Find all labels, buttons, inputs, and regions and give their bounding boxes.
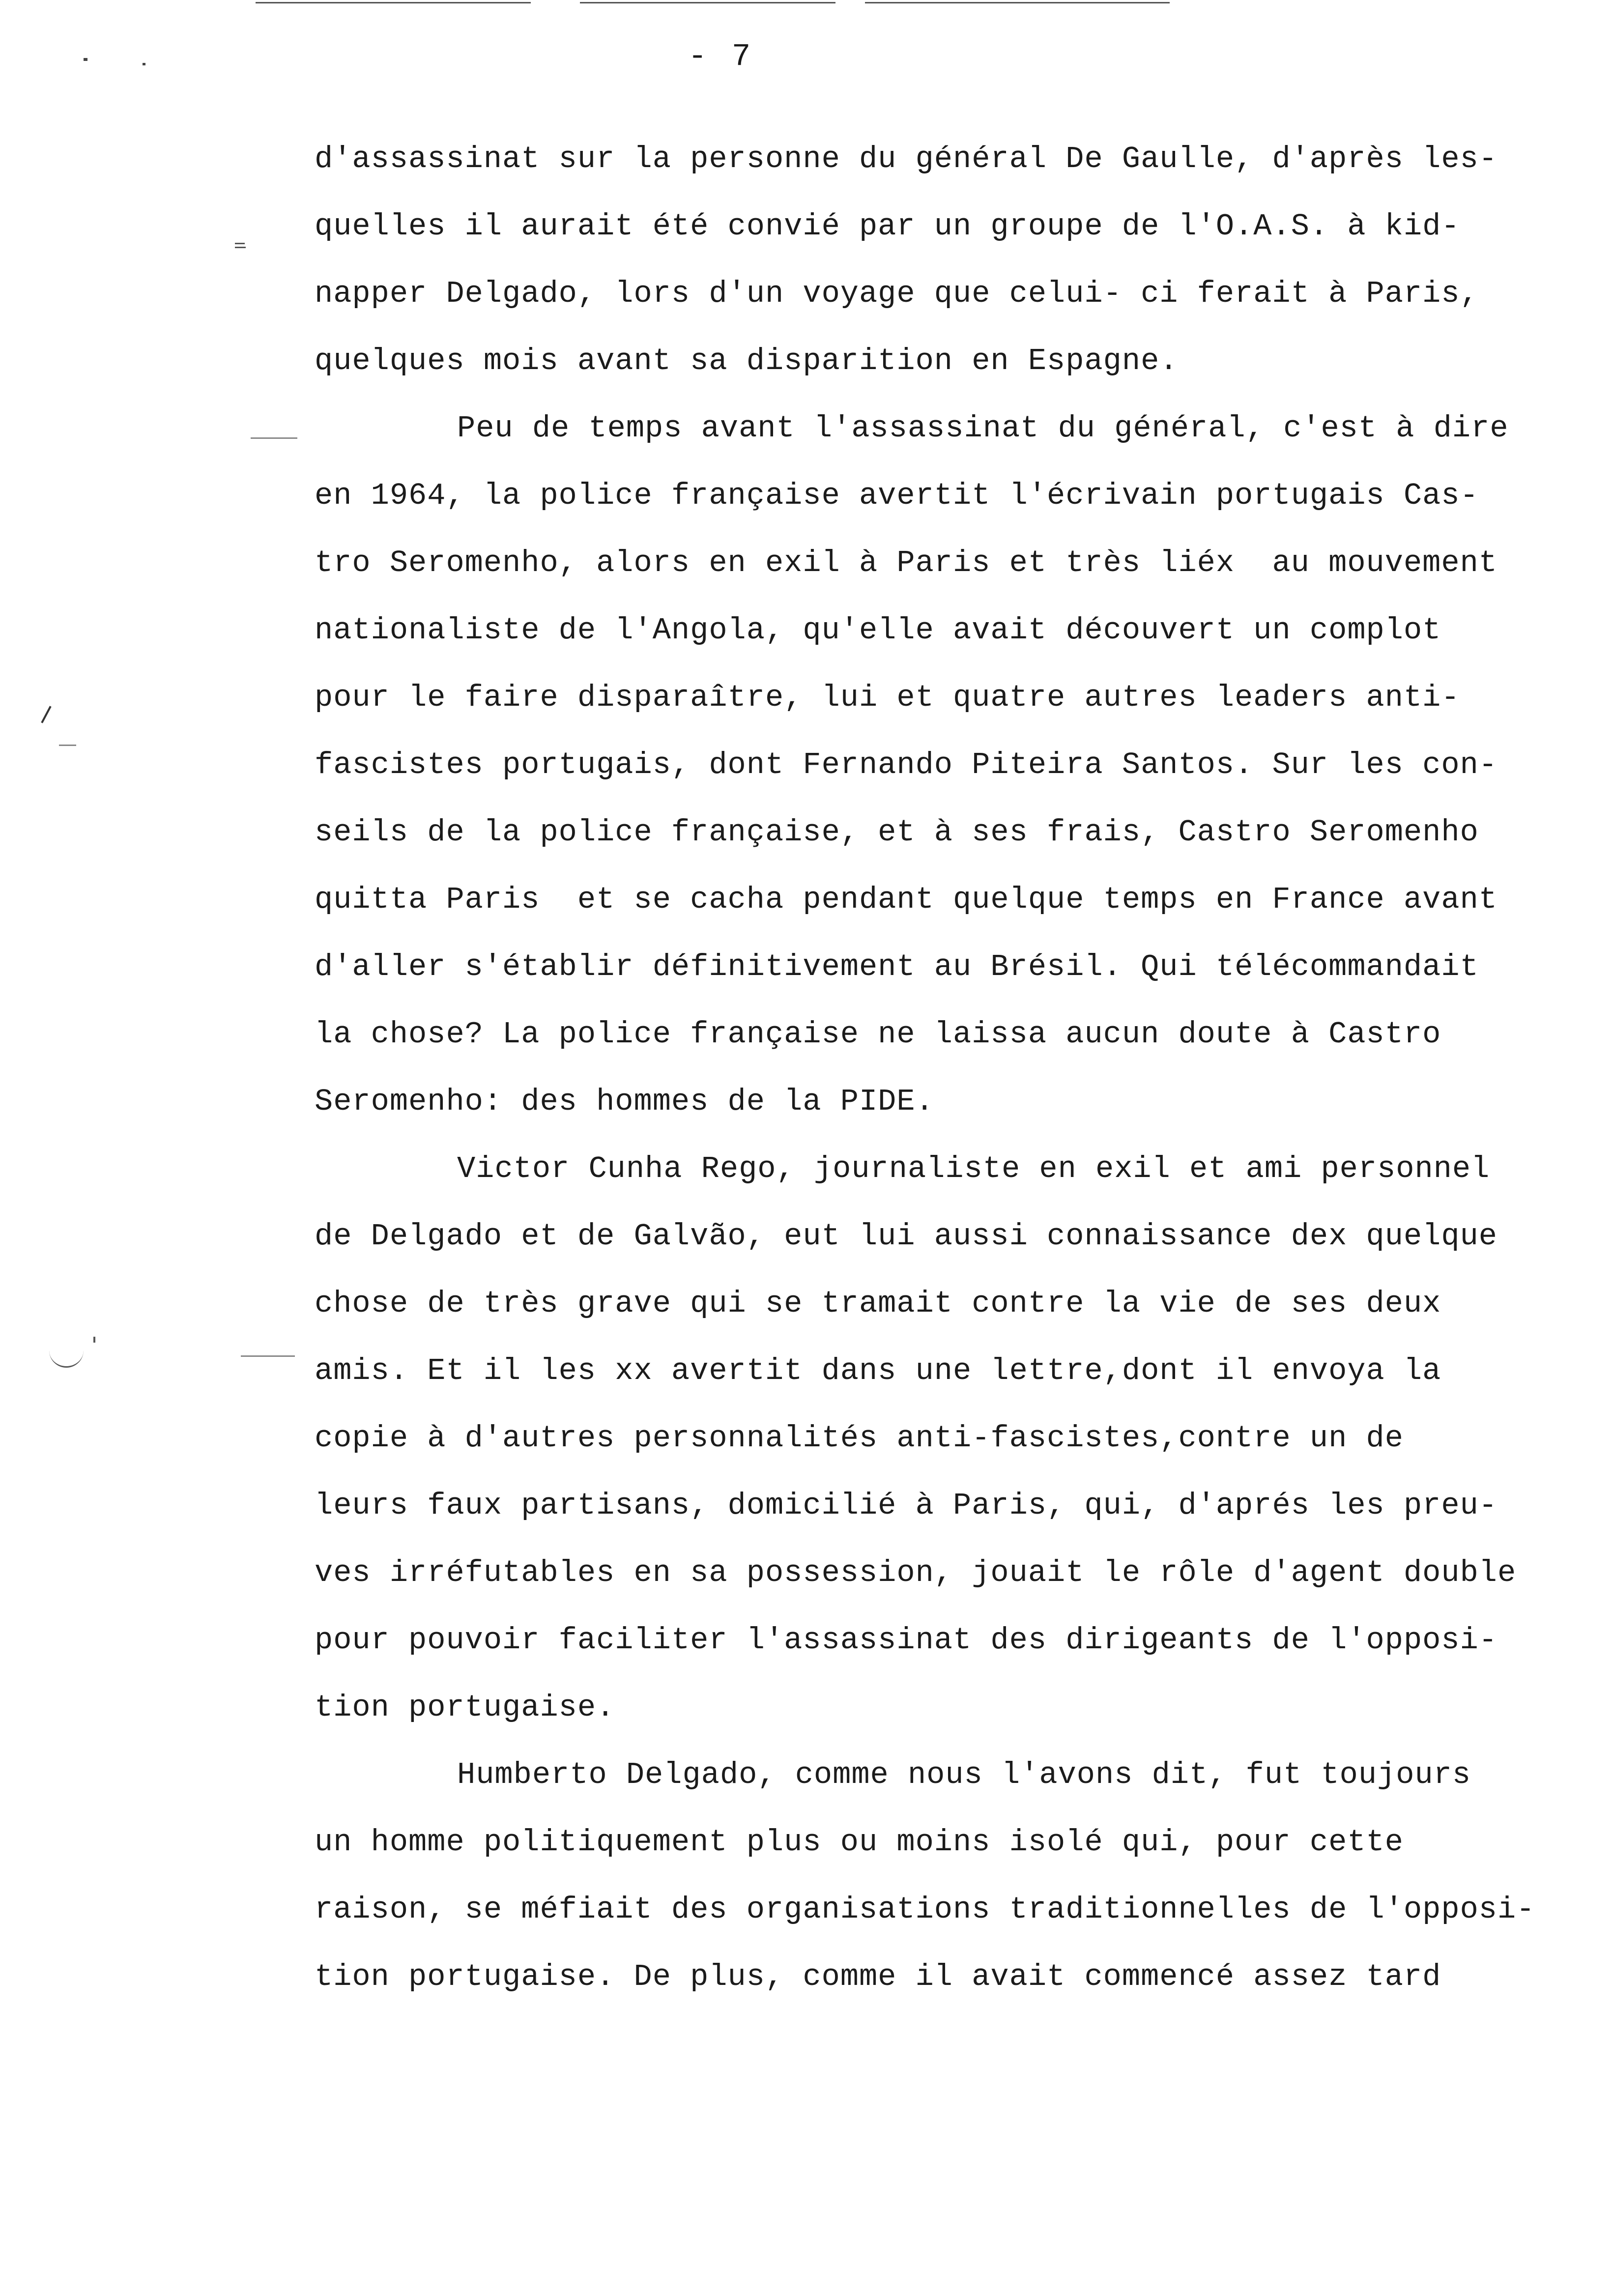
paragraph [315, 1741, 1612, 2010]
text-line: nationaliste de l'Angola, qu'elle avait découvert un complot [315, 613, 1441, 648]
margin-mark [235, 243, 245, 244]
text-line: chose de très grave qui se tramait contre la vie de ses deux [315, 1286, 1441, 1321]
margin-mark [235, 247, 246, 248]
text-line: Humberto Delgado, comme nous l'avons dit, fut toujours [457, 1757, 1471, 1792]
text-line: quitta Paris et se cacha pendant quelque temps en France avant [315, 882, 1497, 917]
text-line: quelques mois avant sa disparition en Espagne. [315, 344, 1179, 378]
top-edge-rule [865, 2, 1170, 3]
text-line: seils de la police française, et à ses frais, Castro Seromenho [315, 815, 1479, 850]
text-line: fascistes portugais, dont Fernando Piteira Santos. Sur les con- [315, 747, 1497, 782]
body-text [315, 125, 1612, 2010]
text-line: tion portugaise. [315, 1690, 615, 1725]
margin-mark [93, 1337, 95, 1343]
text-line: copie à d'autres personnalités anti-fascistes,contre un de [315, 1421, 1404, 1456]
text-line: un homme politiquement plus ou moins isolé qui, pour cette [315, 1825, 1404, 1860]
margin-dash [241, 1355, 295, 1357]
paragraph [315, 395, 1612, 1135]
margin-dash [251, 437, 297, 439]
text-line: tro Seromenho, alors en exil à Paris et très liéx au mouvement [315, 545, 1497, 580]
text-line: tion portugaise. De plus, comme il avait commencé assez tard [315, 1959, 1441, 1994]
text-line: quelles il aurait été convié par un groupe de l'O.A.S. à kid- [315, 209, 1460, 244]
margin-curve-mark [49, 1347, 84, 1368]
margin-slash-mark [41, 706, 51, 723]
text-line: d'aller s'établir définitivement au Brésil. Qui télécommandait [315, 949, 1479, 984]
text-line: amis. Et il les xx avertit dans une lettre,dont il envoya la [315, 1353, 1441, 1388]
text-line: la chose? La police française ne laissa aucun doute à Castro [315, 1017, 1441, 1052]
margin-speck [143, 63, 145, 65]
text-line: en 1964, la police française avertit l'écrivain portugais Cas- [315, 478, 1479, 513]
text-line: Seromenho: des hommes de la PIDE. [315, 1084, 934, 1119]
page-number: - 7 [688, 39, 754, 75]
text-line: napper Delgado, lors d'un voyage que celui- ci ferait à Paris, [315, 276, 1479, 311]
text-line: de Delgado et de Galvão, eut lui aussi connaissance dex quelque [315, 1219, 1497, 1254]
margin-speck [84, 58, 87, 61]
text-line: Victor Cunha Rego, journaliste en exil et ami personnel [457, 1151, 1490, 1186]
paragraph [315, 1135, 1612, 1741]
text-line: ves irréfutables en sa possession, jouait le rôle d'agent double [315, 1555, 1517, 1590]
text-line: pour le faire disparaître, lui et quatre autres leaders anti- [315, 680, 1460, 715]
text-line: pour pouvoir faciliter l'assassinat des dirigeants de l'opposi- [315, 1623, 1497, 1658]
text-line: d'assassinat sur la personne du général De Gaulle, d'après les- [315, 142, 1497, 176]
margin-dash [59, 745, 76, 746]
text-line: raison, se méfiait des organisations traditionnelles de l'opposi- [315, 1892, 1535, 1927]
text-line: Peu de temps avant l'assassinat du général, c'est à dire [457, 411, 1509, 446]
top-edge-rule [580, 2, 835, 3]
text-line: leurs faux partisans, domicilié à Paris, qui, d'aprés les preu- [315, 1488, 1497, 1523]
top-edge-rule [256, 2, 531, 3]
paragraph [315, 125, 1612, 395]
